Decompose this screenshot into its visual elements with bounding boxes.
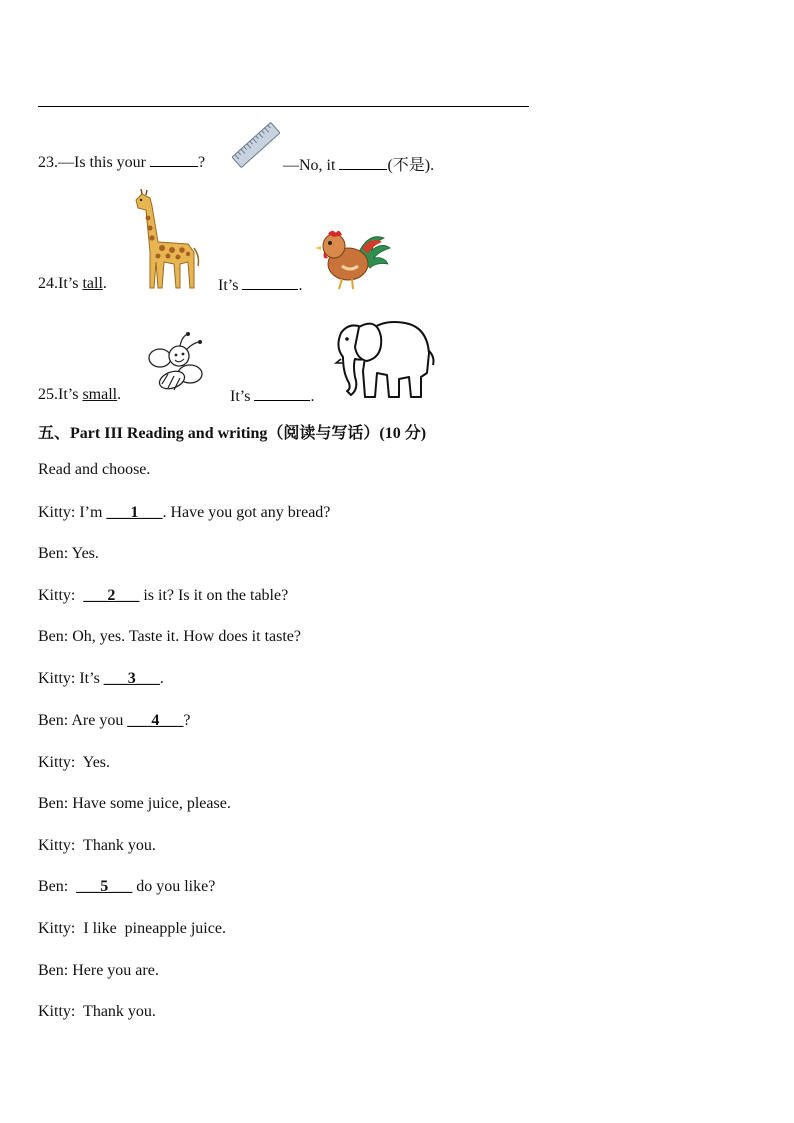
line-text: I’m: [75, 504, 107, 521]
question-25-answer: [230, 386, 314, 406]
question-mark: ?: [198, 154, 206, 171]
dialogue-line: [38, 837, 156, 855]
line-text: Thank you.: [75, 1003, 156, 1020]
line-text: Thank you.: [75, 837, 156, 854]
dialogue-line: [38, 545, 99, 563]
giraffe-icon: [128, 188, 204, 292]
dialogue-line: [38, 712, 190, 730]
question-text: —Is this your: [58, 154, 150, 171]
line-text: is it? Is it on the table?: [139, 587, 289, 604]
dialogue-line: [38, 795, 231, 813]
question-24: [38, 275, 107, 293]
answer-lead: It’s: [218, 277, 243, 294]
question-text: It’s: [58, 275, 83, 292]
speaker: Kitty:: [38, 587, 76, 604]
line-text: Oh, yes. Taste it. How does it taste?: [68, 628, 301, 645]
answer-blank[interactable]: [339, 155, 387, 170]
line-text: do you like?: [132, 878, 216, 895]
question-25: [38, 386, 121, 404]
speaker: Kitty:: [38, 837, 76, 854]
instruction: Read and choose.: [38, 461, 151, 478]
section-title: Part III Reading and writing: [70, 425, 268, 442]
answer-blank[interactable]: ___4___: [127, 712, 184, 729]
dialogue-line: [38, 1003, 156, 1021]
reply-text: —No, it: [283, 157, 340, 174]
speaker: Kitty:: [38, 920, 76, 937]
example-word: small: [82, 386, 118, 403]
dialogue-line: [38, 754, 110, 772]
question-23: [38, 152, 205, 172]
dialogue-line: [38, 920, 226, 938]
line-text: Are you: [68, 712, 128, 729]
question-number: 24.: [38, 275, 58, 292]
dialogue-line: [38, 962, 159, 980]
period: .: [298, 277, 303, 294]
question-23-reply: [283, 152, 434, 175]
speaker: Ben:: [38, 628, 69, 645]
line-text: .: [159, 670, 164, 687]
speaker: Kitty:: [38, 754, 76, 771]
speaker: Kitty:: [38, 1003, 76, 1020]
line-text: . Have you got any bread?: [162, 504, 331, 521]
line-text: Yes.: [68, 545, 99, 562]
elephant-icon: [333, 313, 435, 403]
period: .: [117, 386, 122, 403]
answer-blank[interactable]: ___5___: [76, 878, 133, 895]
rooster-icon: [312, 226, 392, 292]
speaker: Kitty:: [38, 670, 76, 687]
answer-blank[interactable]: ___3___: [103, 670, 160, 687]
answer-blank[interactable]: [242, 275, 298, 290]
section-heading: [38, 420, 426, 443]
answer-lead: It’s: [230, 388, 255, 405]
line-text: Yes.: [75, 754, 111, 771]
top-divider: [38, 106, 529, 107]
speaker: Ben:: [38, 962, 69, 979]
question-number: 25.: [38, 386, 58, 403]
dialogue-line: [38, 670, 164, 688]
line-text: Have some juice, please.: [68, 795, 231, 812]
speaker: Ben:: [38, 712, 69, 729]
dialogue-line: [38, 878, 215, 896]
speaker: Kitty:: [38, 504, 76, 521]
question-number: 23.: [38, 154, 58, 171]
dialogue-line: [38, 504, 330, 522]
answer-blank[interactable]: [150, 152, 198, 167]
answer-blank[interactable]: [254, 386, 310, 401]
section-number: 五、: [38, 425, 71, 442]
line-text: I like pineapple juice.: [75, 920, 226, 937]
speaker: Ben:: [38, 795, 69, 812]
line-text: It’s: [75, 670, 104, 687]
speaker: Ben:: [38, 878, 69, 895]
dialogue-line: [38, 628, 301, 646]
question-text: It’s: [58, 386, 83, 403]
line-text: ?: [183, 712, 191, 729]
line-text: Here you are.: [68, 962, 159, 979]
bee-icon: [146, 328, 206, 398]
period: .: [310, 388, 315, 405]
answer-blank[interactable]: ___1___: [106, 504, 163, 521]
ruler-icon: [232, 122, 280, 168]
answer-blank[interactable]: ___2___: [83, 587, 140, 604]
question-24-answer: [218, 275, 302, 295]
dialogue-line: [38, 587, 288, 605]
example-word: tall: [82, 275, 103, 292]
speaker: Ben:: [38, 545, 69, 562]
period: .: [102, 275, 107, 292]
section-subtitle: （阅读与写话）(10 分): [267, 425, 427, 442]
reply-hint: (不是).: [387, 157, 435, 174]
